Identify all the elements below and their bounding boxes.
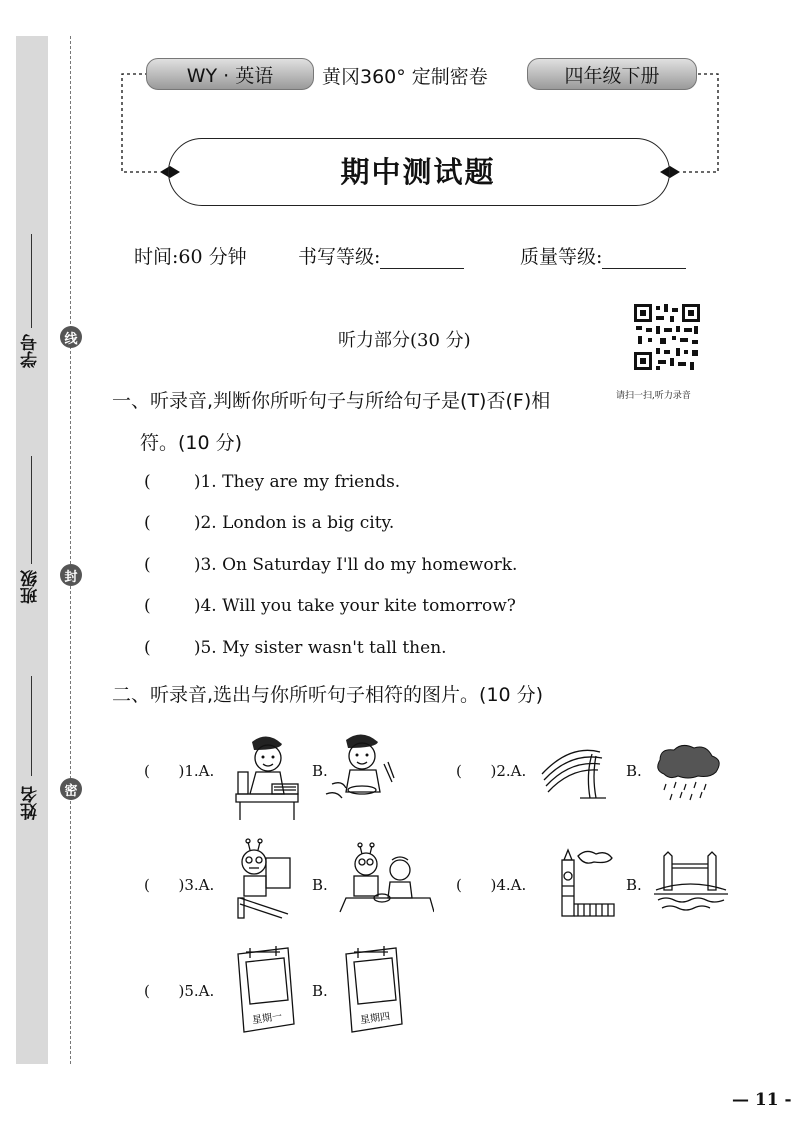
section1-item: ( )4. Will you take your kite tomorrow?	[144, 596, 516, 616]
section1-heading-line1: 一、听录音,判断你所听句子与所给句子是(T)否(F)相	[112, 390, 551, 412]
option-b-label: B.	[312, 982, 328, 1000]
page-number: — 11 -	[732, 1090, 792, 1110]
calendar-a-text: 星期一	[251, 1011, 283, 1027]
section1-item: ( )5. My sister wasn't tall then.	[144, 638, 447, 658]
name-label: 姓名	[21, 786, 41, 820]
option-b-label: B.	[626, 762, 642, 780]
calendar-picture-a	[232, 944, 296, 1038]
seal-line: 线	[60, 326, 82, 348]
robot-computer-picture	[230, 838, 294, 920]
option-b-label: B.	[312, 876, 328, 894]
section2-item-number: ( )4.A.	[456, 876, 527, 894]
writing-grade-label: 书写等级:	[298, 246, 381, 268]
class-blank	[31, 456, 32, 564]
writing-grade	[298, 242, 464, 269]
writing-grade-blank	[380, 248, 464, 269]
quality-grade	[520, 242, 686, 269]
series-name: 黄冈360° 定制密卷	[322, 66, 488, 88]
name-blank	[31, 676, 32, 776]
subject-pill: WY · 英语	[146, 58, 314, 90]
section2-item-number: ( )2.A.	[456, 762, 527, 780]
qr-code-icon	[634, 304, 700, 370]
rainy-picture	[654, 742, 724, 802]
section2-item-number: ( )3.A.	[144, 876, 215, 894]
cut-line	[70, 36, 71, 1064]
calendar-b-text: 星期四	[359, 1011, 391, 1027]
quality-grade-label: 质量等级:	[520, 246, 603, 268]
seal-secret: 密	[60, 778, 82, 800]
qr-note: 请扫一扫,听力录音	[616, 391, 691, 401]
calendar-picture-b	[340, 944, 404, 1038]
time-limit: 时间:60 分钟	[134, 246, 247, 268]
option-b-label: B.	[626, 876, 642, 894]
windy-picture	[540, 744, 606, 800]
section1-item: ( )1. They are my friends.	[144, 472, 401, 492]
seal-seal: 封	[60, 564, 82, 586]
listening-heading: 听力部分(30 分)	[338, 330, 471, 351]
section2-item-number: ( )5.A.	[144, 982, 215, 1000]
page-title: 期中测试题	[340, 155, 496, 189]
tower-bridge-picture	[654, 850, 728, 912]
section1-heading-line2: 符。(10 分)	[140, 432, 243, 454]
section2-heading: 二、听录音,选出与你所听句子相符的图片。(10 分)	[112, 684, 544, 706]
boy-typing-picture	[232, 732, 302, 822]
boy-eating-picture	[322, 732, 408, 802]
section1-item: ( )3. On Saturday I'll do my homework.	[144, 555, 518, 575]
grade-pill: 四年级下册	[527, 58, 697, 90]
quality-grade-blank	[602, 248, 686, 269]
student-id-label: 学号	[21, 334, 41, 368]
section2-item-number: ( )1.A.	[144, 762, 215, 780]
binding-strip	[16, 36, 48, 1064]
robot-and-boy-picture	[338, 842, 434, 914]
option-b-label: B.	[312, 762, 328, 780]
section1-item: ( )2. London is a big city.	[144, 513, 395, 533]
big-ben-picture	[554, 846, 616, 918]
student-id-blank	[31, 234, 32, 328]
class-label: 班级	[21, 570, 41, 604]
